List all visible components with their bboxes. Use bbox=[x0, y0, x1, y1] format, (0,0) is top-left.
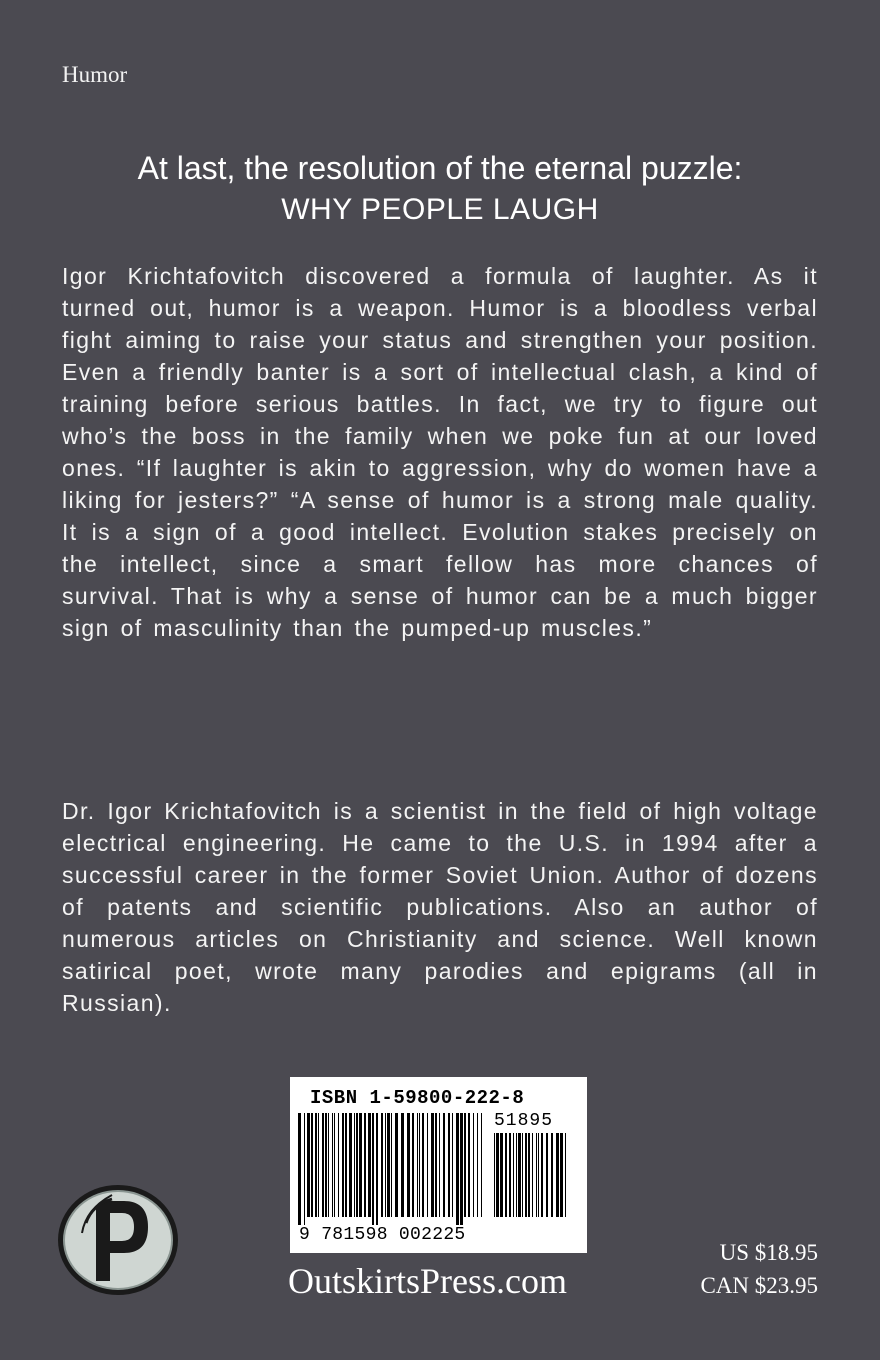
headline-line-2: WHY PEOPLE LAUGH bbox=[281, 193, 599, 226]
barcode-bar bbox=[304, 1113, 305, 1225]
barcode-bar bbox=[460, 1113, 463, 1225]
barcode-bar bbox=[538, 1133, 539, 1217]
barcode-bar bbox=[345, 1113, 347, 1217]
barcode-bar bbox=[349, 1113, 352, 1217]
headline bbox=[0, 146, 880, 230]
barcode-bar bbox=[364, 1113, 366, 1217]
barcode-bar bbox=[334, 1113, 335, 1217]
barcode-bar bbox=[356, 1113, 358, 1217]
barcode-bar bbox=[528, 1133, 530, 1217]
barcode-bar bbox=[372, 1113, 374, 1225]
publisher-logo-icon bbox=[56, 1183, 180, 1297]
barcode-bar bbox=[315, 1113, 317, 1217]
barcode-bar bbox=[468, 1113, 470, 1217]
barcode-bar bbox=[435, 1113, 437, 1217]
barcode-bar bbox=[452, 1113, 453, 1217]
isbn-number: ISBN 1-59800-222-8 bbox=[310, 1087, 525, 1109]
barcode-bar bbox=[536, 1133, 537, 1217]
barcode-bar bbox=[505, 1133, 507, 1217]
barcode-bar bbox=[318, 1113, 319, 1217]
barcode-bar bbox=[522, 1133, 523, 1217]
barcode-bar bbox=[448, 1113, 450, 1217]
barcode-bar bbox=[417, 1113, 418, 1217]
barcode-bar bbox=[328, 1113, 329, 1217]
barcode-bar bbox=[541, 1133, 543, 1217]
barcode-bar bbox=[546, 1133, 548, 1217]
barcode-bar bbox=[427, 1113, 428, 1217]
barcode-bar bbox=[407, 1113, 410, 1217]
barcode-bar bbox=[477, 1113, 478, 1217]
barcode-bar bbox=[560, 1133, 563, 1217]
barcode-bar bbox=[509, 1133, 511, 1217]
barcode-price-code: 51895 bbox=[494, 1111, 554, 1131]
book-description: Igor Krichtafovitch discovered a formula of laughter. As it turned out, humor is a weapon. Humor is a bloodless verbal fight aiming to raise your status and strengthen your position. Even a friendly banter is a sort of intellectual clash, a kind of training before serious battles. In fact, we try to figure out who’s the boss in the family when we poke fun at our loved ones. “If laughter is akin to aggression, why do women have a liking for jesters?” “A sense of humor is a strong male quality. It is a sign of a good intellect. Evolution stakes precisely on the intellect, since a smart fellow has more chances of survival. That is why a sense of humor can be a much bigger sign of masculinity than the pumped-up muscles.” bbox=[62, 263, 818, 641]
ean-digits: 9 781598 002225 bbox=[299, 1225, 466, 1245]
barcode-bar bbox=[551, 1133, 553, 1217]
barcode-bar bbox=[481, 1113, 482, 1217]
barcode-bar bbox=[376, 1113, 378, 1225]
barcode-bar bbox=[500, 1133, 503, 1217]
ean-barcode-bars bbox=[298, 1113, 488, 1225]
barcode-bar bbox=[311, 1113, 313, 1217]
price-us: US $18.95 bbox=[719, 1240, 818, 1265]
barcode-bar bbox=[391, 1113, 392, 1217]
price-can: CAN $23.95 bbox=[700, 1273, 818, 1298]
barcode-bar bbox=[443, 1113, 445, 1217]
barcode-bar bbox=[354, 1113, 355, 1217]
barcode-bar bbox=[387, 1113, 390, 1217]
barcode-bar bbox=[456, 1113, 459, 1225]
barcode-bar bbox=[518, 1133, 521, 1217]
barcode-bar bbox=[332, 1113, 333, 1217]
barcode-bar bbox=[359, 1113, 362, 1217]
barcode-bar bbox=[431, 1113, 434, 1217]
barcode-bar bbox=[419, 1113, 420, 1217]
barcode-bar bbox=[322, 1113, 324, 1217]
barcode-bar bbox=[307, 1113, 310, 1217]
author-bio: Dr. Igor Krichtafovitch is a scientist in the field of high voltage electrical engineering. He came to the U.S. in 1994 after a successful career in the former Soviet Union. Author of dozens of patents and scientific publications. Also an author of numerous articles on Christianity and science. Well known satirical poet, wrote many parodies and epigrams (all in Russian). bbox=[62, 798, 818, 1016]
barcode-bar bbox=[422, 1113, 424, 1217]
barcode-bar bbox=[368, 1113, 371, 1217]
barcode-bar bbox=[513, 1133, 514, 1217]
barcode-bar bbox=[494, 1133, 495, 1217]
barcode-bar bbox=[342, 1113, 344, 1217]
barcode-bar bbox=[516, 1133, 517, 1217]
addon-barcode-bars bbox=[494, 1133, 574, 1225]
barcode-bar bbox=[525, 1133, 527, 1217]
barcode-bar bbox=[385, 1113, 386, 1217]
barcode-bar bbox=[325, 1113, 327, 1217]
barcode-bar bbox=[464, 1113, 466, 1217]
barcode-bar bbox=[556, 1133, 559, 1217]
barcode-bar bbox=[298, 1113, 301, 1225]
barcode-bar bbox=[338, 1113, 339, 1217]
barcode-bar bbox=[412, 1113, 414, 1217]
barcode-bar bbox=[401, 1113, 404, 1217]
barcode-bar bbox=[532, 1133, 533, 1217]
publisher-name: OutskirtsPress.com bbox=[288, 1261, 567, 1301]
barcode-bar bbox=[381, 1113, 383, 1217]
headline-line-1: At last, the resolution of the eternal puzzle: bbox=[137, 150, 743, 186]
barcode-bar bbox=[565, 1133, 566, 1217]
barcode-bar bbox=[395, 1113, 398, 1217]
category-label: Humor bbox=[62, 62, 128, 87]
barcode-bar bbox=[473, 1113, 474, 1217]
barcode-bar bbox=[496, 1133, 499, 1217]
barcode-bar bbox=[439, 1113, 440, 1217]
isbn-barcode bbox=[290, 1077, 587, 1253]
